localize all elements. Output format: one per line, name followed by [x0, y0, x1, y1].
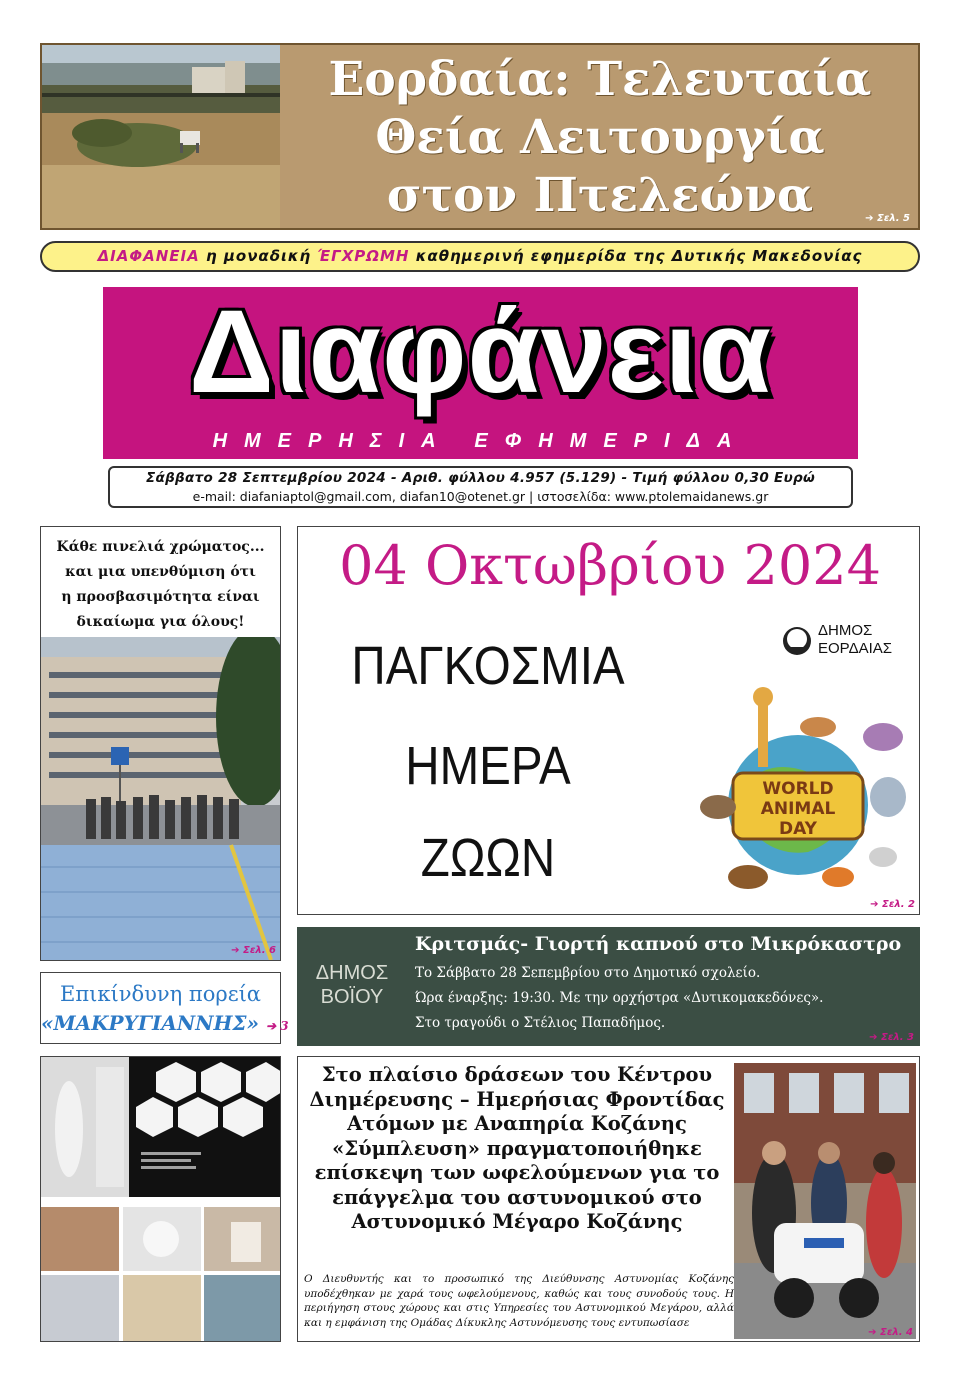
slogan-emphasis: ΈΓΧΡΩΜΗ [317, 247, 410, 265]
landscape-photo [42, 45, 280, 228]
accessibility-headline [41, 535, 280, 635]
contact-info[interactable]: e-mail: diafaniaptol@gmail.com, diafan10@otenet.gr | ιστοσελίδα: www.ptolemaidanews.gr [192, 489, 769, 504]
voio-text-line1: Το Σάββατο 28 Σεπεμβρίου στο Δημοτικό σχολείο. [415, 965, 761, 981]
issue-date-number-price: Σάββατο 28 Σεπτεμβρίου 2024 - Αριθ. φύλλου 4.957 (5.129) - Τιμή φύλλου 0,30 Ευρώ [146, 470, 815, 486]
animal-day-date: 04 Οκτωβρίου 2024 [339, 534, 881, 597]
top-story-page-ref[interactable]: ➔ Σελ. 5 [865, 213, 910, 224]
ad-collage [41, 1057, 281, 1342]
top-story-banner[interactable] [40, 43, 920, 230]
slogan-brand: ΔΙΑΦΑΝΕΙΑ [97, 247, 200, 265]
road-story[interactable] [40, 972, 289, 1044]
road-headline-line2 [41, 1009, 289, 1040]
animal-day-page-ref[interactable]: ➔ Σελ. 2 [870, 899, 915, 910]
voio-text-line2: Ώρα έναρξης: 19:30. Με την ορχήστρα «Δυτικομακεδόνες». [415, 990, 824, 1006]
voio-story[interactable] [297, 927, 920, 1046]
police-visit-story[interactable] [297, 1056, 920, 1342]
accessibility-page-ref[interactable]: ➔ Σελ. 6 [231, 945, 276, 956]
voio-logo-line1: ΔΗΜΟΣ [315, 962, 389, 984]
world-animal-day-graphic [688, 677, 918, 897]
top-story-headline[interactable] [290, 51, 910, 225]
group-parking-photo [41, 637, 280, 960]
bemat-advertisement[interactable] [40, 1056, 281, 1342]
accessibility-line3: η προσβασιμότητα είναι [61, 589, 260, 605]
police-page-ref[interactable]: ➔ Σελ. 4 [868, 1327, 913, 1338]
police-body-text: Ο Διευθυντής και το προσωπικό της Διεύθυνσης Αστυνομίας Κοζάνης υποδέχθηκαν με χαρά τους ωφελούμενους, καθώς και τους συνοδούς τους. Η περιήγηση στους χώρους και στις Υπηρεσίες του Αστυνομικού Μεγάρου, αλλά και η εμφάνιση της Ομάδας Δίκυκλης Αστυνόμευσης τους εντυπωσίασε [304, 1273, 734, 1329]
masthead[interactable] [103, 287, 858, 459]
animal-day-feature[interactable] [297, 526, 920, 915]
newspaper-subtitle: ΗΜΕΡΗΣΙΑ ΕΦΗΜΕΡΙΔΑ [212, 430, 749, 452]
police-motorcycle-photo [734, 1063, 916, 1339]
animal-day-title-line1: ΠΑΓΚΟΣΜΙΑ [351, 636, 625, 696]
police-headline: Στο πλαίσιο δράσεων του Κέντρου Διημέρευσης – Ημερήσιας Φροντίδας Ατόμων με Αναπηρία Κοζάνης «Σύμπλευση» πραγματοποιήθηκε επίσκεψη των ωφελούμενων για το επάγγελμα του αστυνομικού στο Αστυνομικό Μέγαρο Κοζάνης [309, 1063, 725, 1233]
top-headline-line1: Εορδαία: Τελευταία [328, 52, 872, 107]
municipality-line2: ΕΟΡΔΑΙΑΣ [818, 640, 893, 657]
municipality-line1: ΔΗΜΟΣ [818, 622, 873, 639]
voio-logo-line2: ΒΟΪΟΥ [320, 986, 384, 1008]
municipality-name [818, 622, 918, 658]
top-story-photo [42, 45, 280, 228]
accessibility-line4: δικαίωμα για όλους! [76, 614, 245, 630]
slogan-part1: η μοναδική [205, 247, 312, 265]
accessibility-photo [41, 637, 280, 960]
accessibility-line1: Κάθε πινελιά χρώματος... [56, 539, 265, 555]
police-photo-image [734, 1063, 916, 1339]
voio-text-line3: Στο τραγούδι ο Στέλιος Παπαδήμος. [415, 1015, 666, 1031]
animal-day-title-line3: ΖΩΩΝ [420, 828, 556, 888]
slogan-part2: καθημερινή εφημερίδα της Δυτικής Μακεδονίας [415, 247, 863, 265]
voio-headline: Κριτσμάς- Γιορτή καπνού στο Μικρόκαστρο [415, 933, 902, 955]
badge-line2: ANIMAL [760, 799, 836, 819]
accessibility-story[interactable] [40, 526, 281, 961]
top-headline-line2: Θεία Λειτουργία [375, 110, 825, 165]
animal-day-title-line2: ΗΜΕΡΑ [405, 736, 571, 796]
top-headline-line3: στον Πτελεώνα [386, 168, 814, 223]
voio-page-ref[interactable]: ➔ Σελ. 3 [869, 1032, 914, 1043]
slogan-bar [40, 241, 920, 272]
newspaper-name: Διαφάνεια [188, 286, 773, 418]
badge-line3: DAY [779, 819, 817, 839]
accessibility-line2: και μια υπενθύμιση ότι [65, 564, 256, 580]
road-headline-line1: Επικίνδυνη πορεία [59, 982, 261, 1006]
road-page-ref[interactable]: ➔ 3 [266, 1019, 289, 1033]
voio-municipality-logo [297, 927, 407, 1046]
road-name: «ΜΑΚΡΥΓΙΑΝΝΗΣ» [41, 1011, 260, 1035]
badge-line1: WORLD [762, 779, 834, 799]
issue-info-box [108, 466, 853, 508]
